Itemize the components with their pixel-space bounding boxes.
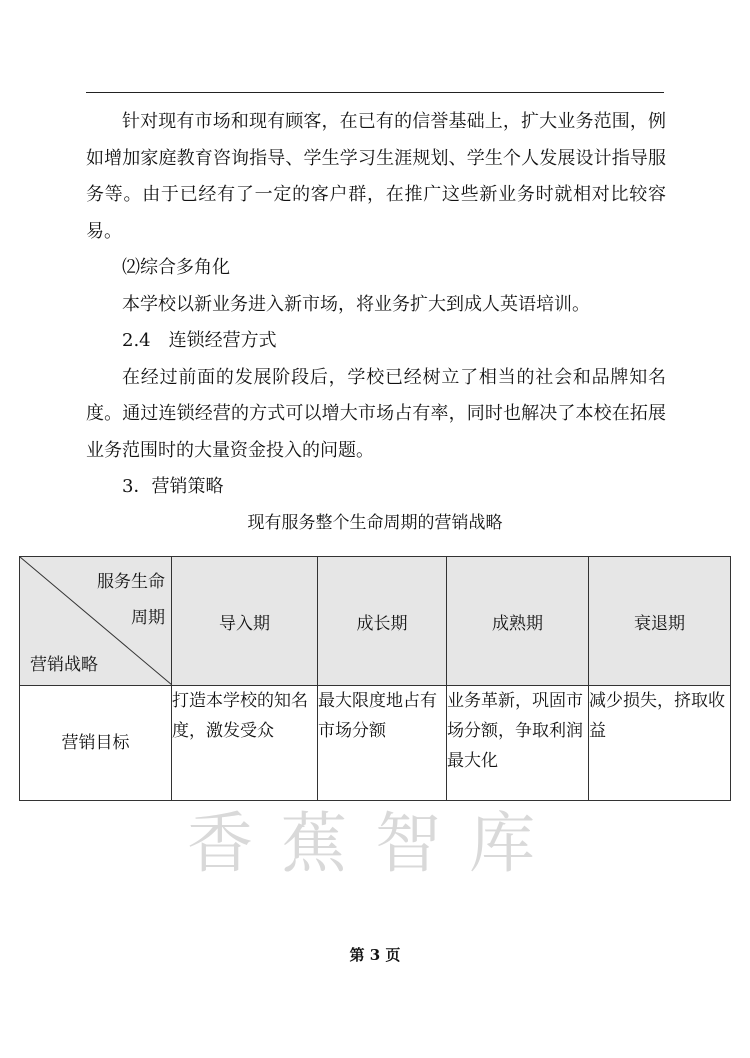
heading-diversification: ⑵综合多角化 (122, 257, 230, 278)
body-text (86, 104, 666, 506)
stage-header-decline: 衰退期 (589, 557, 731, 686)
page-number: 第 3 页 (349, 946, 401, 964)
table-header-row (20, 557, 731, 686)
header-rule (86, 92, 664, 93)
diagonal-header-cell (20, 557, 172, 686)
stage-header-intro: 导入期 (172, 557, 318, 686)
stage-header-growth: 成长期 (318, 557, 447, 686)
corner-label-period: 周期 (131, 608, 165, 628)
cell-growth-goal: 最大限度地占有市场分额 (318, 686, 447, 801)
marketing-strategy-table (19, 556, 731, 801)
watermark: 香蕉智库 (187, 805, 563, 882)
cell-intro-goal: 打造本学校的知名度，激发受众 (172, 686, 318, 801)
table-title: 现有服务整个生命周期的营销战略 (247, 513, 503, 533)
paragraph-chain-operation: 在经过前面的发展阶段后，学校已经树立了相当的社会和品牌知名度。通过连锁经营的方式可以增大市场占有率，同时也解决了本校在拓展业务范围时的大量资金投入的问题。 (86, 366, 666, 461)
table-row (20, 686, 731, 801)
heading-chain-operation: 2.4 连锁经营方式 (122, 330, 277, 351)
cell-maturity-goal: 业务革新，巩固市场分额，争取利润最大化 (447, 686, 589, 801)
paragraph-market-expansion: 针对现有市场和现有顾客，在已有的信誉基础上，扩大业务范围，例如增加家庭教育咨询指导、学生学习生涯规划、学生个人发展设计指导服务等。由于已经有了一定的客户群，在推广这些新业务时就相对比较容易。 (86, 111, 666, 242)
corner-label-service-lifecycle: 服务生命 (97, 572, 165, 592)
heading-marketing-strategy: 3．营销策略 (122, 476, 224, 497)
cell-decline-goal: 减少损失，挤取收益 (589, 686, 731, 801)
paragraph-adult-training: 本学校以新业务进入新市场，将业务扩大到成人英语培训。 (122, 293, 590, 315)
row-label-marketing-goal: 营销目标 (20, 686, 172, 801)
stage-header-maturity: 成熟期 (447, 557, 589, 686)
corner-label-marketing-strategy: 营销战略 (30, 655, 98, 675)
